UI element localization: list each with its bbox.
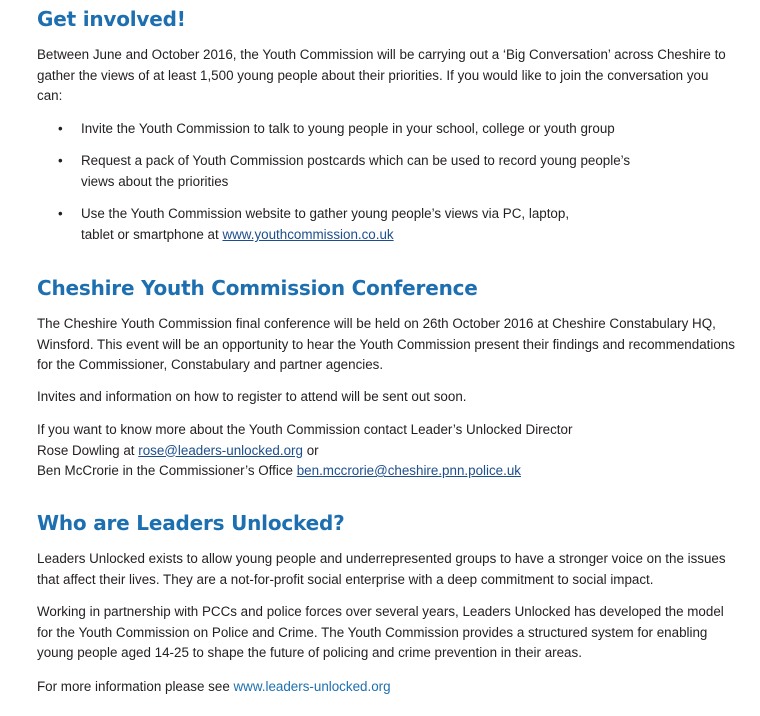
list-item-text: Request a pack of Youth Commission postcards which can be used to record young people’s views about the priorities bbox=[81, 152, 631, 189]
more-info-line bbox=[37, 677, 737, 698]
contact-line-1: If you want to know more about the Youth Commission contact Leader’s Unlocked Director bbox=[37, 422, 573, 437]
list-item bbox=[37, 118, 677, 140]
heading-get-involved: Get involved! bbox=[37, 7, 186, 31]
conference-para-1: The Cheshire Youth Commission final conference will be held on 26th October 2016 at Cheshire Constabulary HQ, Winsford. This event will be an opportunity to hear the Youth Commission present their findings and recommendations for the Commissioner, Constabulary and partner agencies. bbox=[37, 316, 735, 372]
conference-contact bbox=[37, 420, 737, 482]
ben-email-link[interactable]: ben.mccrorie@cheshire.pnn.police.uk bbox=[296, 463, 521, 478]
contact-ben-prefix: Ben McCrorie in the Commissioner’s Office bbox=[37, 463, 293, 478]
bullet-icon: • bbox=[58, 121, 63, 136]
youthcommission-link[interactable]: www.youthcommission.co.uk bbox=[222, 227, 394, 242]
bullet-icon: • bbox=[58, 152, 63, 168]
heading-conference: Cheshire Youth Commission Conference bbox=[37, 276, 478, 300]
list-item-text: Invite the Youth Commission to talk to young people in your school, college or youth group bbox=[81, 121, 615, 136]
leaders-para-1: Leaders Unlocked exists to allow young people and underrepresented groups to have a stronger voice on the issues that affect their lives. They are a not-for-profit social enterprise with a deep commitment to social impact. bbox=[37, 551, 726, 587]
leaders-para-2: Working in partnership with PCCs and police forces over several years, Leaders Unlocked has developed the model for the Youth Commission on Police and Crime. The Youth Commission provides a structured system for enabling young people aged 14-25 to shape the future of policing and crime prevention in their areas. bbox=[37, 604, 724, 660]
leaders-unlocked-link[interactable]: www.leaders-unlocked.org bbox=[233, 679, 391, 694]
contact-rose-prefix: Rose Dowling at bbox=[37, 442, 135, 458]
bullet-icon: • bbox=[58, 205, 63, 221]
conference-para-2: Invites and information on how to register to attend will be sent out soon. bbox=[37, 389, 467, 404]
get-involved-list bbox=[37, 118, 677, 246]
get-involved-intro: Between June and October 2016, the Youth Commission will be carrying out a ‘Big Conversation’ across Cheshire to gather the views of at least 1,500 young people about their priorities. If you would like to join the conversation you can: bbox=[37, 47, 726, 103]
list-item-text: Use the Youth Commission website to gather young people’s views via PC, laptop, tablet or smartphone at bbox=[81, 205, 570, 242]
rose-email-link[interactable]: rose@leaders-unlocked.org bbox=[138, 442, 303, 458]
contact-or: or bbox=[306, 442, 319, 458]
list-item bbox=[37, 203, 601, 246]
heading-leaders-unlocked: Who are Leaders Unlocked? bbox=[37, 511, 345, 535]
list-item bbox=[37, 150, 661, 193]
more-info-prefix: For more information please see bbox=[37, 679, 230, 694]
